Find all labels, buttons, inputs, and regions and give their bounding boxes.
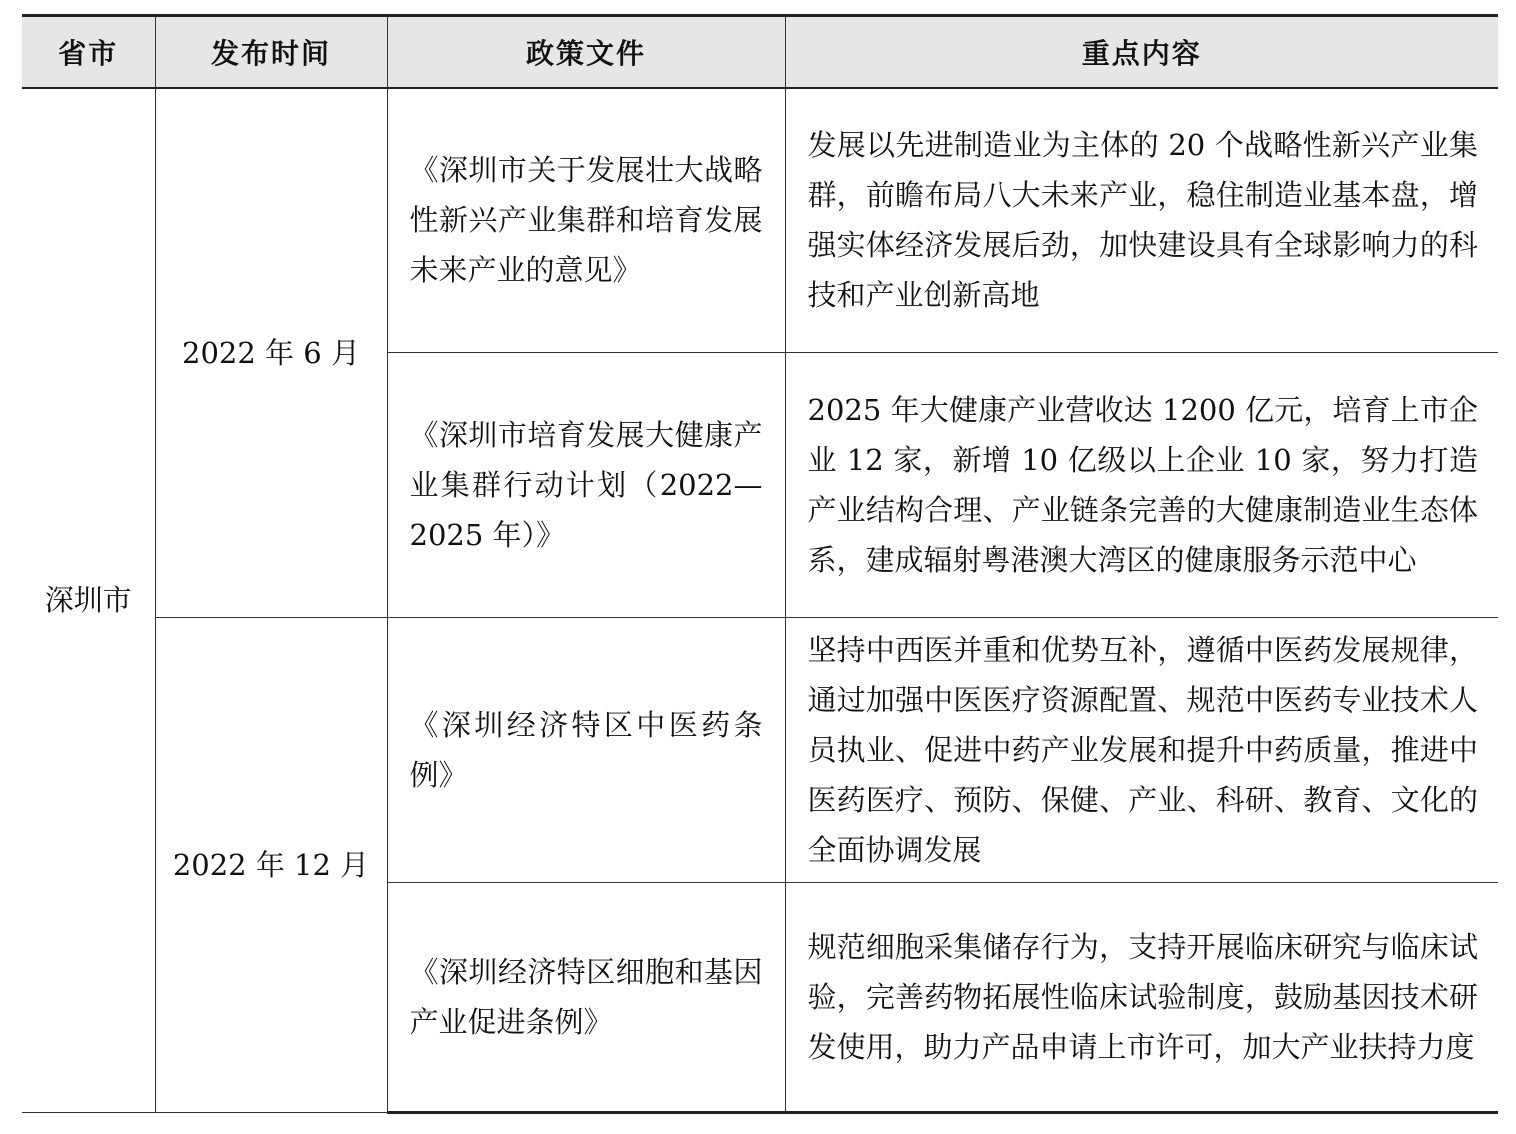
policy-document-cell: 《深圳市培育发展大健康产业集群行动计划（2022—2025 年）》	[387, 353, 785, 618]
table-row	[22, 618, 1498, 883]
header-province: 省市	[22, 16, 155, 88]
policy-table	[22, 14, 1498, 1114]
date-cell: 2022 年 6 月	[155, 88, 387, 618]
key-content-cell: 发展以先进制造业为主体的 20 个战略性新兴产业集群，前瞻布局八大未来产业，稳住制造业基本盘，增强实体经济发展后劲，加快建设具有全球影响力的科技和产业创新高地	[785, 88, 1498, 353]
header-key-content: 重点内容	[785, 16, 1498, 88]
province-cell: 深圳市	[22, 88, 155, 1113]
policy-document-cell: 《深圳经济特区中医药条例》	[387, 618, 785, 883]
header-row	[22, 16, 1498, 88]
key-content-cell: 规范细胞采集储存行为，支持开展临床研究与临床试验，完善药物拓展性临床试验制度，鼓励基因技术研发使用，助力产品申请上市许可，加大产业扶持力度	[785, 883, 1498, 1113]
policy-document-cell: 《深圳经济特区细胞和基因产业促进条例》	[387, 883, 785, 1113]
table-row	[22, 88, 1498, 353]
header-policy-document: 政策文件	[387, 16, 785, 88]
header-date: 发布时间	[155, 16, 387, 88]
date-cell: 2022 年 12 月	[155, 618, 387, 1113]
table-body	[22, 88, 1498, 1113]
policy-document-cell: 《深圳市关于发展壮大战略性新兴产业集群和培育发展未来产业的意见》	[387, 88, 785, 353]
key-content-cell: 坚持中西医并重和优势互补，遵循中医药发展规律，通过加强中医医疗资源配置、规范中医药专业技术人员执业、促进中药产业发展和提升中药质量，推进中医药医疗、预防、保健、产业、科研、教育、文化的全面协调发展	[785, 618, 1498, 883]
key-content-cell: 2025 年大健康产业营收达 1200 亿元，培育上市企业 12 家，新增 10 亿级以上企业 10 家，努力打造产业结构合理、产业链条完善的大健康制造业生态体系，建成辐射粤港澳大湾区的健康服务示范中心	[785, 353, 1498, 618]
table-header	[22, 16, 1498, 88]
